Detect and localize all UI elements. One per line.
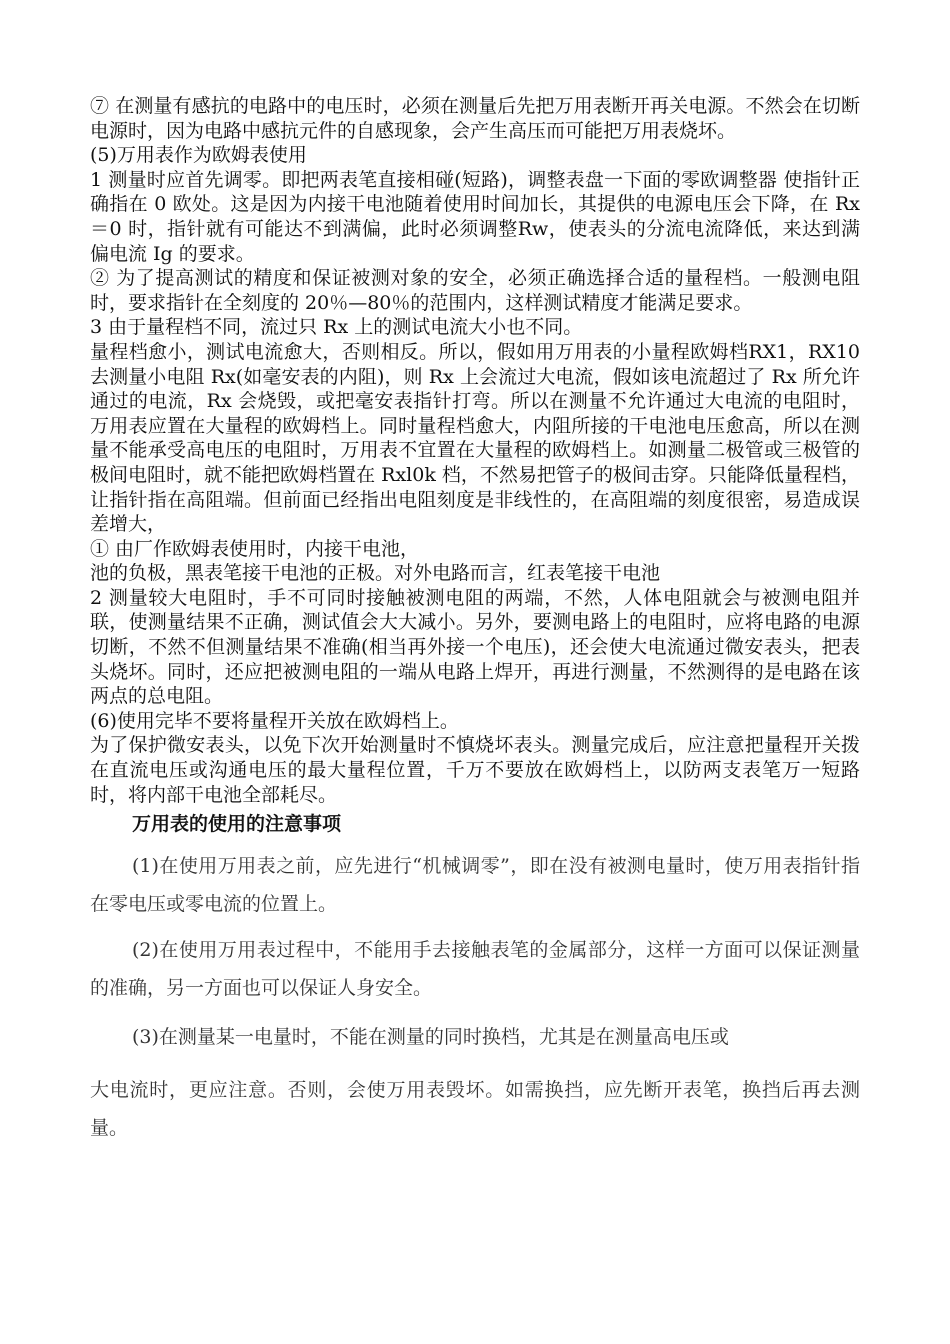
note-item-2: (2)在使用万用表过程中，不能用手去接触表笔的金属部分，这样一方面可以保证测量的准确，另一方面也可以保证人身安全。 <box>90 939 860 1000</box>
notes-heading: 万用表的使用的注意事项 <box>132 813 342 836</box>
paragraph-protect-meter: 为了保护微安表头，以免下次开始测量时不慎烧坏表头。测量完成后，应注意把量程开关拨在直流电压或沟通电压的最大量程位置，千万不要放在欧姆档上，以防两支表笔万一短路时，将内部干电池全部耗尽。 <box>90 734 860 806</box>
note-item-3: (3)在测量某一电量时，不能在测量的同时换档，尤其是在测量高电压或 <box>132 1026 729 1049</box>
paragraph-test-current: 3 由于量程档不同，流过只 Rx 上的测试电流大小也不同。 <box>90 316 583 339</box>
notes-list <box>90 847 860 1147</box>
paragraph-zero-adjust: 1 测量时应首先调零。即把两表笔直接相碰(短路)，调整表盘一下面的零欧调整器 使指针正确指在 0 欧处。这是因为内接干电池随着使用时间加长，其提供的电源电压会下降，在 Rx＝0 时，指针就有可能达不到满偏，此时必须调整Rw，使表头的分流电流降低，来达到满偏电流 Ig 的要求。 <box>90 168 860 265</box>
paragraph-range-detail: 量程档愈小，测试电流愈大，否则相反。所以，假如用万用表的小量程欧姆档RX1，RX10 去测量小电阻 Rx(如毫安表的内阻)，则 Rx 上会流过大电流，假如该电流超过了 Rx 所允许通过的电流，Rx 会烧毁，或把毫安表指针打弯。所以在测量不允许通过大电流的电阻时，万用表应置在大量程的欧姆档上。同时量程档愈大，内阻所接的干电池电压愈高，所以在测量不能承受高电压的电阻时，万用表不宜置在大量程的欧姆档上。如测量二极管或三极管的极间电阻时，就不能把欧姆档置在 Rxl0k 档，不然易把管子的极间击穿。只能降低量程档，让指针指在高阻端。但前面已经指出电阻刻度是非线性的，在高阻端的刻度很密，易造成误差增大， <box>90 340 860 536</box>
section-heading-ohmmeter: (5)万用表作为欧姆表使用 <box>90 144 307 167</box>
note-item-1: (1)在使用万用表之前，应先进行“机械调零”，即在没有被测电量时，使万用表指针指在零电压或零电流的位置上。 <box>90 855 860 916</box>
paragraph-inductive-voltage: ⑦ 在测量有感抗的电路中的电压时，必须在测量后先把万用表断开再关电源。不然会在切断电源时，因为电路中感抗元件的自感现象，会产生高压而可能把万用表烧坏。 <box>90 95 860 142</box>
section-heading-after-use: (6)使用完毕不要将量程开关放在欧姆档上。 <box>90 709 459 732</box>
note-item-3-continued: 大电流时，更应注意。否则，会使万用表毁坏。如需换挡，应先断开表笔，换挡后再去测量。 <box>90 1079 860 1140</box>
body-text <box>90 94 860 807</box>
paragraph-large-resistance: 2 测量较大电阻时，手不可同时接触被测电阻的两端，不然，人体电阻就会与被测电阻并联，使测量结果不正确，测试值会大大减小。另外，要测电路上的电阻时，应将电路的电源切断，不然不但测量结果不准确(相当再外接一个电压)，还会使大电流通过微安表头，把表头烧坏。同时，还应把被测电阻的一端从电路上焊开，再进行测量，不然测得的是电路在该两点的总电阻。 <box>90 586 860 708</box>
paragraph-battery-polarity: 池的负极，黑表笔接干电池的正极。对外电路而言，红表笔接干电池 <box>90 562 661 585</box>
document-page <box>90 94 860 1147</box>
paragraph-internal-battery: ① 由厂作欧姆表使用时，内接干电池， <box>90 537 420 560</box>
paragraph-range-selection: ② 为了提高测试的精度和保证被测对象的安全，必须正确选择合适的量程档。一般测电阻时，要求指针在全刻度的 20％—80％的范围内，这样测试精度才能满足要求。 <box>90 267 860 314</box>
